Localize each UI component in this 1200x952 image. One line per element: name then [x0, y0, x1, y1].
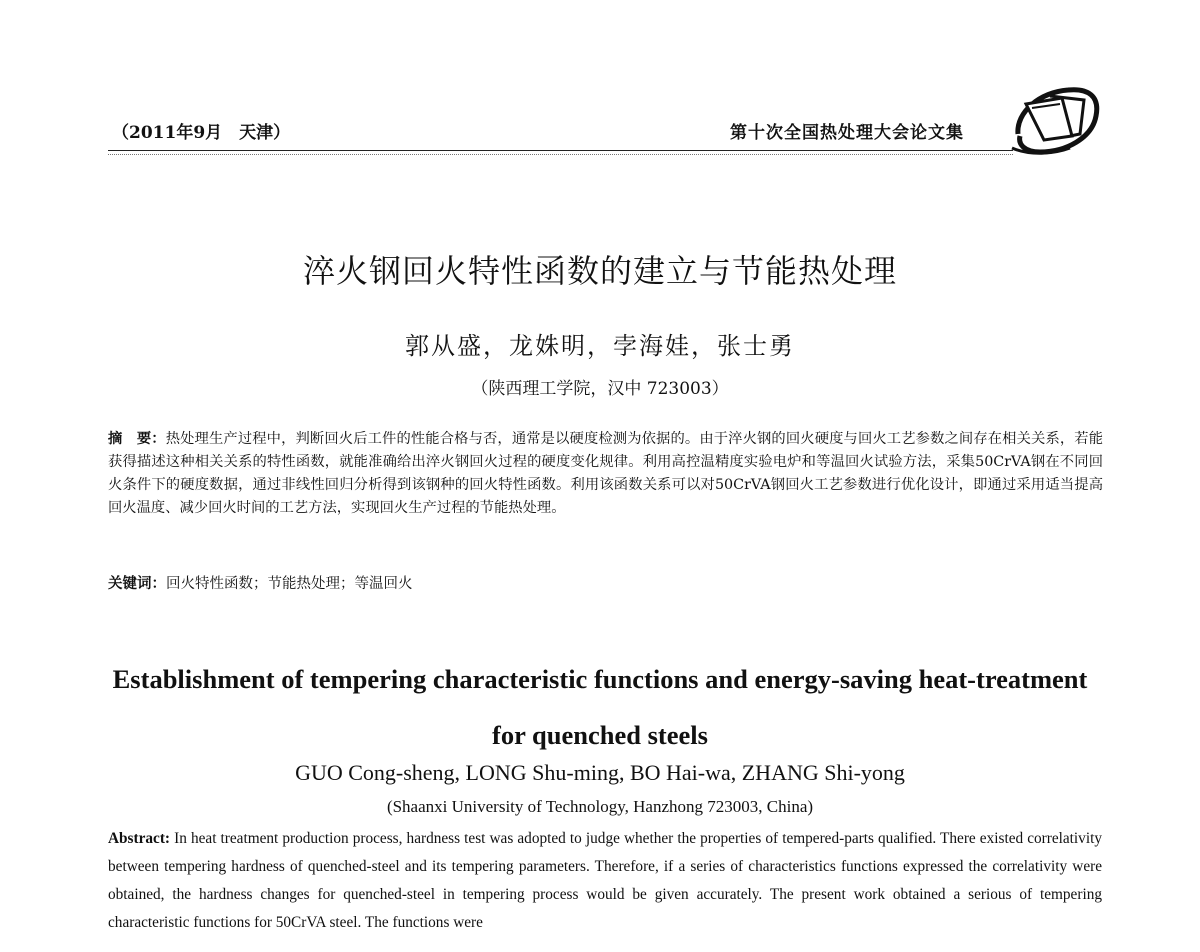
header-rule	[108, 150, 1013, 151]
keywords-chinese-text: 回火特性函数；节能热处理；等温回火	[166, 576, 413, 592]
header-date-location: （2011年9月 天津）	[112, 123, 291, 143]
abstract-chinese-label: 摘 要：	[108, 431, 166, 447]
authors-chinese: 郭从盛，龙姝明，孛海娃，张士勇	[405, 332, 795, 360]
abstract-chinese-text: 热处理生产过程中，判断回火后工件的性能合格与否，通常是以硬度检测为依据的。由于淬火钢的回火硬度与回火工艺参数之间存在相关关系，若能获得描述这种相关关系的特性函数，就能准确给出淬火钢回火过程的硬度变化规律。利用高控温精度实验电炉和等温回火试验方法，采集50CrVA钢在不同回火条件下的硬度数据，通过非线性回归分析得到该钢种的回火特性函数。利用该函数关系可以对50CrVA钢回火工艺参数进行优化设计，即通过采用适当提高回火温度、减少回火时间的工艺方法，实现回火生产过程的节能热处理。	[108, 431, 1104, 516]
abstract-chinese	[108, 428, 1103, 520]
paper-title-chinese: 淬火钢回火特性函数的建立与节能热处理	[302, 252, 897, 290]
header-proceedings-title: 第十次全国热处理大会论文集	[730, 123, 964, 143]
conference-logo-icon	[1010, 82, 1102, 158]
abstract-english-label: Abstract:	[108, 830, 171, 847]
header-rule-dotted	[108, 154, 1013, 155]
affiliation-english: (Shaanxi University of Technology, Hanzhong 723003, China)	[386, 797, 814, 816]
keywords-chinese-label: 关键词：	[108, 575, 166, 592]
abstract-english	[108, 825, 1102, 937]
affiliation-chinese: （陕西理工学院，汉中 723003）	[471, 379, 729, 399]
authors-english: GUO Cong-sheng, LONG Shu-ming, BO Hai-wa, ZHANG Shi-yong	[295, 760, 905, 785]
paper-title-english: Establishment of tempering characteristic functions and energy-saving heat-treatment for quenched steels	[112, 664, 1088, 750]
keywords-chinese	[108, 572, 413, 593]
abstract-english-text: In heat treatment production process, hardness test was adopted to judge whether the properties of tempered-parts qualified. There existed correlativity between tempering hardness of quenched-steel and its tempering parameters. Therefore, if a series of characteristics functions expressed the correlativity were obtained, the hardness changes for quenched-steel in tempering process would be given accurately. The present work obtained a serious of tempering characteristic functions for 50CrVA steel. The functions were	[108, 830, 1102, 931]
